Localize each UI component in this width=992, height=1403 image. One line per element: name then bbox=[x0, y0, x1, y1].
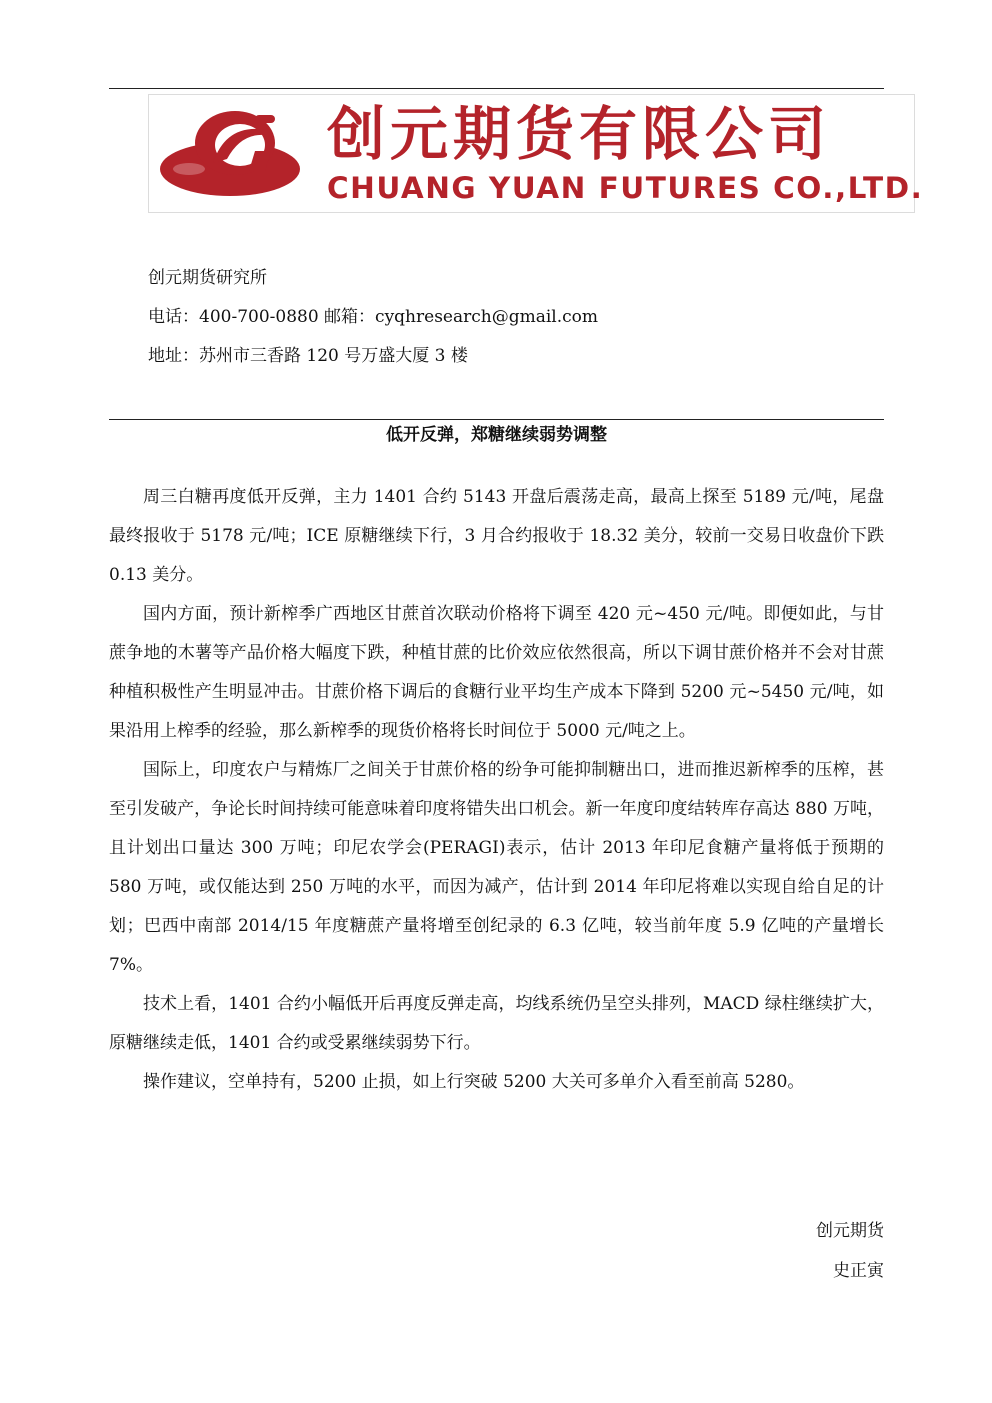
company-name-en: CHUANG YUAN FUTURES CO.,LTD. bbox=[327, 171, 924, 205]
paragraph-technical: 技术上看，1401 合约小幅低开后再度反弹走高，均线系统仍呈空头排列，MACD 绿柱继续扩大，原糖继续走低，1401 合约或受累继续弱势下行。 bbox=[109, 994, 884, 1053]
address-line: 地址：苏州市三香路 120 号万盛大厦 3 楼 bbox=[148, 346, 468, 366]
article-body bbox=[109, 478, 884, 1102]
section-rule bbox=[109, 419, 884, 420]
paragraph-domestic: 国内方面，预计新榨季广西地区甘蔗首次联动价格将下调至 420 元~450 元/吨。即便如此，与甘蔗争地的木薯等产品价格大幅度下跌，种植甘蔗的比价效应依然很高，所以下调甘蔗价格并不会对甘蔗种植积极性产生明显冲击。甘蔗价格下调后的食糖行业平均生产成本下降到 5200 元~5450 元/吨，如果沿用上榨季的经验，那么新榨季的现货价格将长时间位于 5000 元/吨之上。 bbox=[109, 604, 884, 741]
paragraph-recommendation: 操作建议，空单持有，5200 止损，如上行突破 5200 大关可多单介入看至前高 5280。 bbox=[143, 1072, 805, 1092]
company-logo-banner bbox=[148, 94, 924, 213]
phone-email-line: 电话：400-700-0880 邮箱：cyqhresearch@gmail.com bbox=[148, 307, 599, 327]
company-name-cn: 创元期货有限公司 bbox=[327, 100, 832, 168]
paragraph-market-summary: 周三白糖再度低开反弹，主力 1401 合约 5143 开盘后震荡走高，最高上探至 5189 元/吨，尾盘最终报收于 5178 元/吨；ICE 原糖继续下行，3 月合约报收于 18.32 美分，较前一交易日收盘价下跌 0.13 美分。 bbox=[109, 487, 884, 585]
signature-author: 史正寅 bbox=[833, 1261, 884, 1281]
top-rule bbox=[109, 88, 884, 89]
institute-name: 创元期货研究所 bbox=[148, 268, 267, 288]
company-emblem-icon bbox=[159, 107, 301, 199]
signature-company: 创元期货 bbox=[816, 1221, 884, 1241]
article-title: 低开反弹，郑糖继续弱势调整 bbox=[386, 425, 607, 445]
paragraph-international: 国际上，印度农户与精炼厂之间关于甘蔗价格的纷争可能抑制糖出口，进而推迟新榨季的压榨，甚至引发破产，争论长时间持续可能意味着印度将错失出口机会。新一年度印度结转库存高达 880 万吨，且计划出口量达 300 万吨；印尼农学会(PERAGI)表示，估计 2013 年印尼食糖产量将低于预期的 580 万吨，或仅能达到 250 万吨的水平，而因为减产，估计到 2014 年印尼将难以实现自给自足的计划；巴西中南部 2014/15 年度糖蔗产量将增至创纪录的 6.3 亿吨，较当前年度 5.9 亿吨的产量增长 7%。 bbox=[109, 760, 884, 975]
